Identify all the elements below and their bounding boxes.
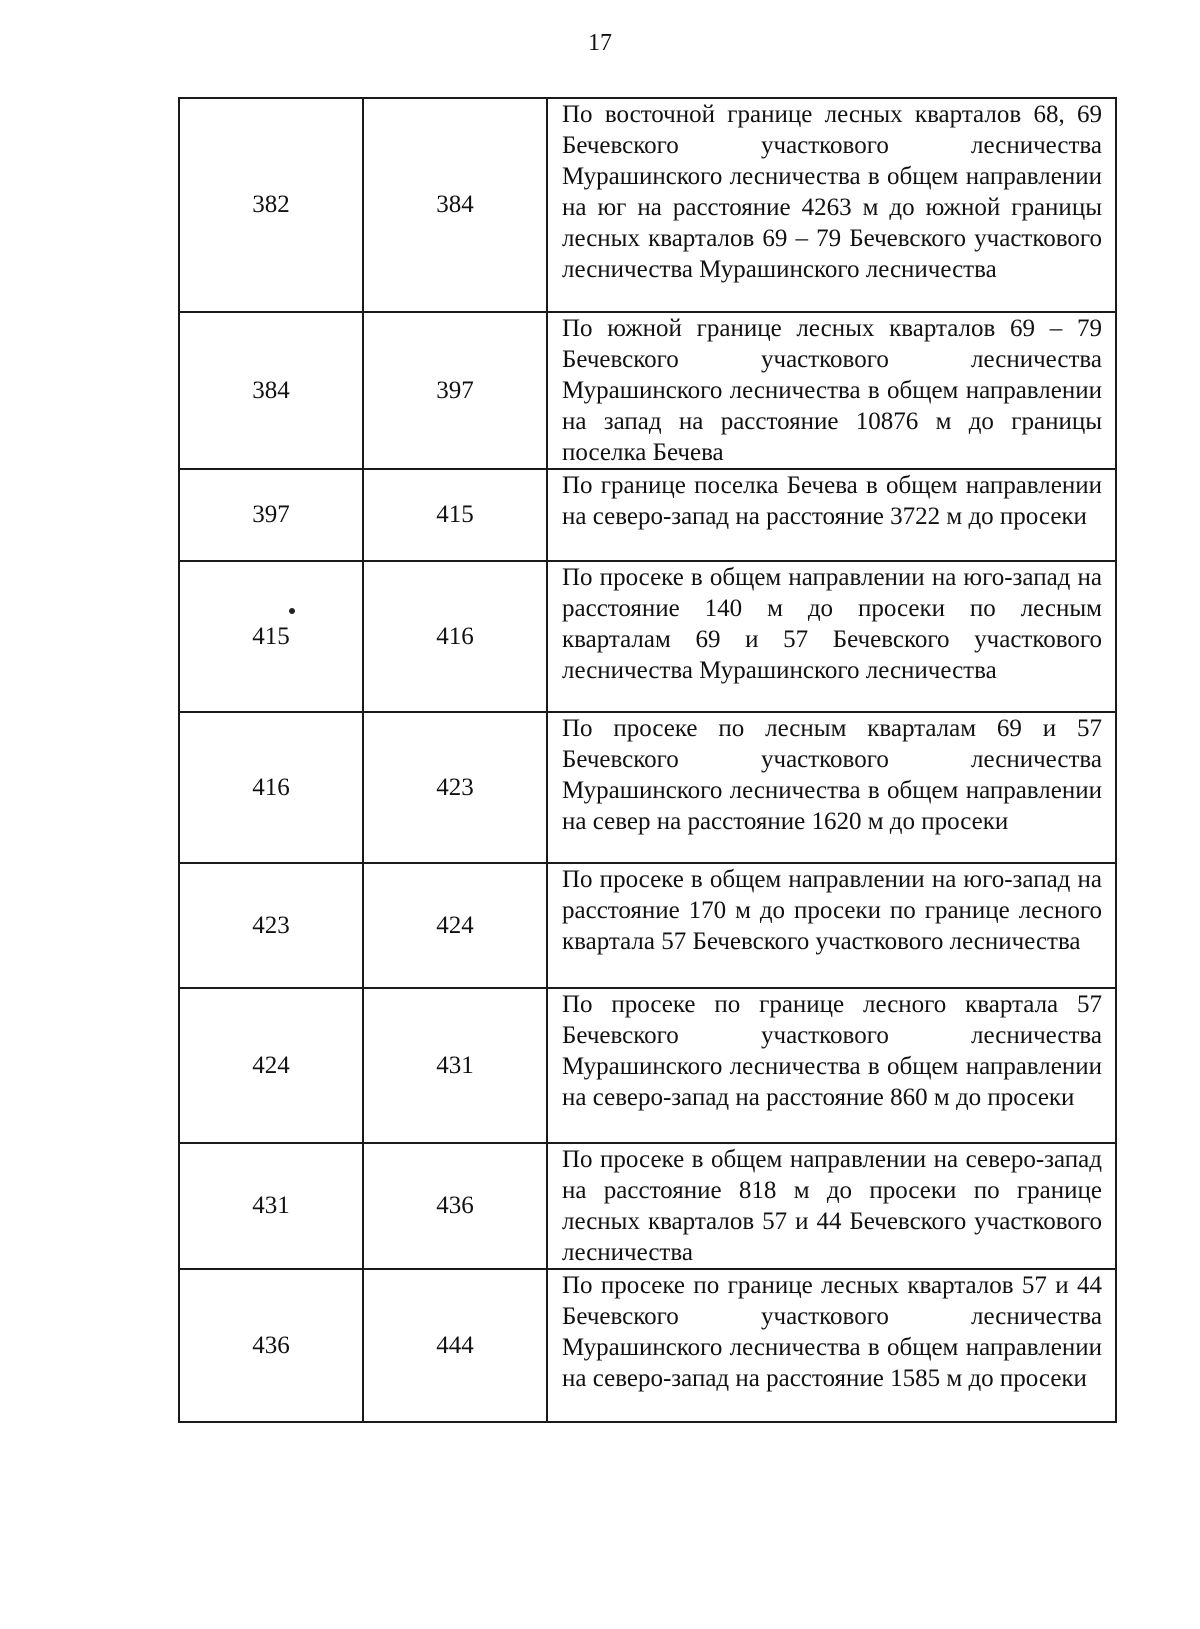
description-cell: По восточной границе лесных кварталов 68, 69 Бечевского участкового лесничества Мурашинского лесничества в общем направлении на юг на расстояние 4263 м до южной границы лесных кварталов 69 – 79 Бечевского участкового лесничества Мурашинского лесничества	[547, 98, 1116, 312]
table-row	[179, 712, 1116, 863]
description-cell: По просеке по границе лесного квартала 57 Бечевского участкового лесничества Мурашинского лесничества в общем направлении на северо-запад на расстояние 860 м до просеки	[547, 988, 1116, 1143]
description-cell: По просеке в общем направлении на юго-запад на расстояние 170 м до просеки по границе лесного квартала 57 Бечевского участкового лесничества	[547, 863, 1116, 988]
to-point-cell: 384	[363, 98, 547, 312]
to-point-cell: 415	[363, 469, 547, 561]
to-point-cell: 444	[363, 1269, 547, 1422]
to-point-cell: 423	[363, 712, 547, 863]
to-point-cell: 431	[363, 988, 547, 1143]
boundary-table	[178, 97, 1117, 1423]
description-cell: По границе поселка Бечева в общем направлении на северо-запад на расстояние 3722 м до просеки	[547, 469, 1116, 561]
from-point-cell: 384	[179, 312, 363, 469]
scan-dot	[289, 608, 295, 614]
table-row	[179, 312, 1116, 469]
from-point-cell: 397	[179, 469, 363, 561]
table-row	[179, 1143, 1116, 1269]
description-cell: По южной границе лесных кварталов 69 – 79 Бечевского участкового лесничества Мурашинского лесничества в общем направлении на запад на расстояние 10876 м до границы поселка Бечева	[547, 312, 1116, 469]
to-point-cell: 436	[363, 1143, 547, 1269]
from-point-cell: 424	[179, 988, 363, 1143]
from-point-cell: 382	[179, 98, 363, 312]
to-point-cell: 416	[363, 561, 547, 712]
description-cell: По просеке по границе лесных кварталов 57 и 44 Бечевского участкового лесничества Мурашинского лесничества в общем направлении на северо-запад на расстояние 1585 м до просеки	[547, 1269, 1116, 1422]
description-cell: По просеке в общем направлении на юго-запад на расстояние 140 м до просеки по лесным кварталам 69 и 57 Бечевского участкового лесничества Мурашинского лесничества	[547, 561, 1116, 712]
table-row	[179, 469, 1116, 561]
table-row	[179, 988, 1116, 1143]
from-point-cell: 436	[179, 1269, 363, 1422]
from-point-cell: 415	[179, 561, 363, 712]
description-cell: По просеке по лесным кварталам 69 и 57 Бечевского участкового лесничества Мурашинского лесничества в общем направлении на север на расстояние 1620 м до просеки	[547, 712, 1116, 863]
description-cell: По просеке в общем направлении на северо-запад на расстояние 818 м до просеки по границе лесных кварталов 57 и 44 Бечевского участкового лесничества	[547, 1143, 1116, 1269]
to-point-cell: 397	[363, 312, 547, 469]
table-row	[179, 863, 1116, 988]
page-number: 17	[588, 30, 612, 56]
table-row	[179, 561, 1116, 712]
to-point-cell: 424	[363, 863, 547, 988]
from-point-cell: 431	[179, 1143, 363, 1269]
table-row	[179, 98, 1116, 312]
from-point-cell: 416	[179, 712, 363, 863]
table-row	[179, 1269, 1116, 1422]
from-point-cell: 423	[179, 863, 363, 988]
